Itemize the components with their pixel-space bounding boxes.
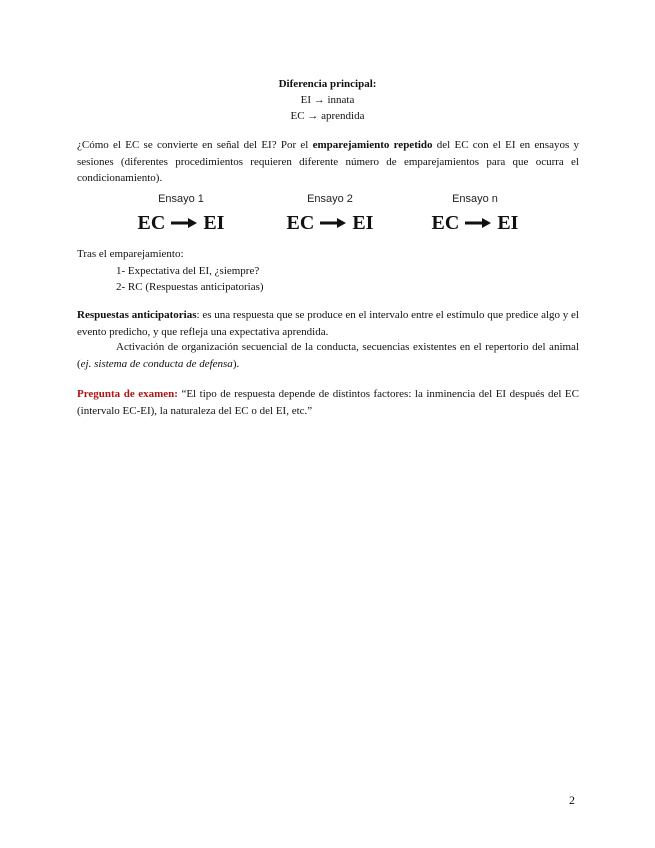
intro-text-start: ¿Cómo el EC se convierte en señal del EI? Por el [77,139,313,151]
exam-question-paragraph [77,386,579,419]
main-difference-title: Diferencia principal: [278,78,377,90]
trial-label: Ensayo 1 [158,193,204,205]
after-pairing-item-1: 1- Expectativa del EI, ¿siempre? [116,264,260,277]
intro-paragraph [77,137,579,187]
activation-example: ej. sistema de conducta de defensa [80,357,233,370]
ec-learned-line: EC → aprendida [290,110,365,122]
ei-stimulus: EI [352,212,374,234]
after-pairing-section [77,246,579,296]
trial-label: Ensayo 2 [307,193,353,205]
right-arrow-icon [320,218,346,228]
activation-paragraph [77,339,579,372]
activation-text: Activación de organización secuencial de la conducta, secuencias existentes en el repertorio del animal ( [77,341,579,370]
pairing-diagram [0,192,655,238]
trial-label: Ensayo n [452,193,498,205]
ei-innate-line: EI → innata [300,94,355,106]
trial-2 [260,192,400,234]
trial-1 [111,192,251,234]
ei-stimulus: EI [203,212,225,234]
trial-n [405,192,545,234]
ec-stimulus: EC [137,212,166,234]
after-pairing-heading: Tras el emparejamiento: [77,248,184,260]
exam-question-text: “El tipo de respuesta depende de distintos factores: la inminencia del EI después del EC (intervalo EC-EI), la naturaleza del EC o del EI, etc.” [77,388,579,417]
ec-stimulus: EC [286,212,315,234]
after-pairing-item-2: 2- RC (Respuestas anticipatorias) [116,281,264,293]
intro-bold-term: emparejamiento repetido [312,139,433,151]
main-difference-block [0,76,655,124]
anticipatory-responses-definition: : es una respuesta que se produce en el intervalo entre el estímulo que predice algo y el evento predicho, y que refleja una expectativa aprendida. [77,309,579,338]
right-arrow-icon [171,218,197,228]
ei-stimulus: EI [497,212,519,234]
activation-text-end: ). [232,357,240,370]
intro-text-end: del EC con el EI en ensayos y sesiones (diferentes procedimientos requieren diferente número de emparejamientos para que ocurra el condicionamiento). [77,139,579,184]
anticipatory-responses-term: Respuestas anticipatorias [77,309,197,321]
right-arrow-icon [465,218,491,228]
exam-question-label: Pregunta de examen: [77,388,178,400]
page-number: 2 [569,793,575,807]
ec-stimulus: EC [431,212,460,234]
anticipatory-responses-paragraph [77,307,579,340]
